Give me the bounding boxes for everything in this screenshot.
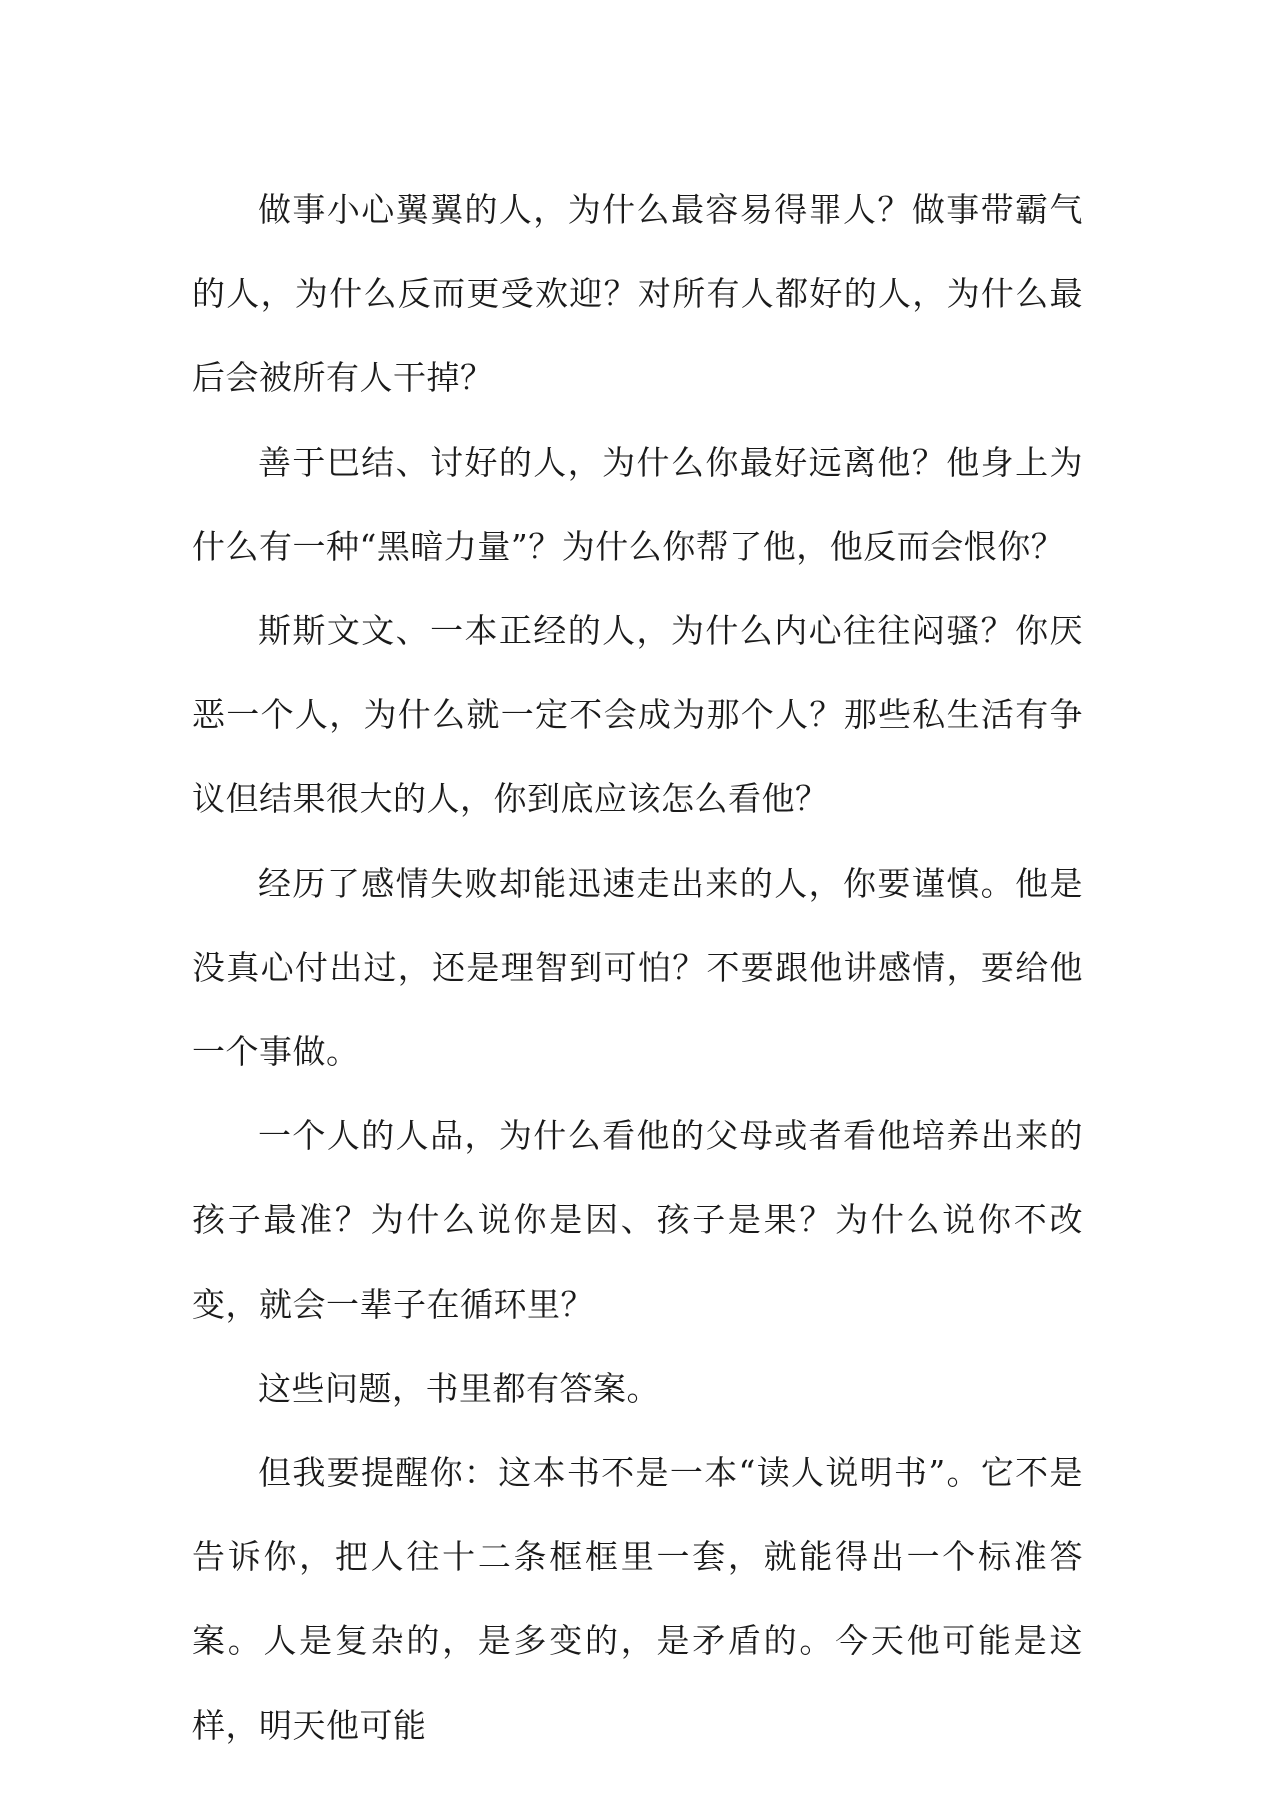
paragraph: 做事小心翼翼的人，为什么最容易得罪人？做事带霸气的人，为什么反而更受欢迎？对所有人都好的人，为什么最后会被所有人干掉？ xyxy=(192,190,1083,398)
document-body xyxy=(192,168,1083,1768)
paragraph: 斯斯文文、一本正经的人，为什么内心往往闷骚？你厌恶一个人，为什么就一定不会成为那个人？那些私生活有争议但结果很大的人，你到底应该怎么看他？ xyxy=(192,611,1083,819)
paragraph: 一个人的人品，为什么看他的父母或者看他培养出来的孩子最准？为什么说你是因、孩子是果？为什么说你不改变，就会一辈子在循环里？ xyxy=(192,1116,1083,1324)
paragraph: 经历了感情失败却能迅速走出来的人，你要谨慎。他是没真心付出过，还是理智到可怕？不要跟他讲感情，要给他一个事做。 xyxy=(192,863,1083,1072)
paragraph: 但我要提醒你：这本书不是一本“读人说明书”。它不是告诉你，把人往十二条框框里一套，就能得出一个标准答案。人是复杂的，是多变的，是矛盾的。今天他可能是这样，明天他可能 xyxy=(192,1453,1083,1745)
paragraph: 善于巴结、讨好的人，为什么你最好远离他？他身上为什么有一种“黑暗力量”？为什么你帮了他，他反而会恨你？ xyxy=(192,442,1083,566)
paragraph: 这些问题，书里都有答案。 xyxy=(258,1368,660,1408)
